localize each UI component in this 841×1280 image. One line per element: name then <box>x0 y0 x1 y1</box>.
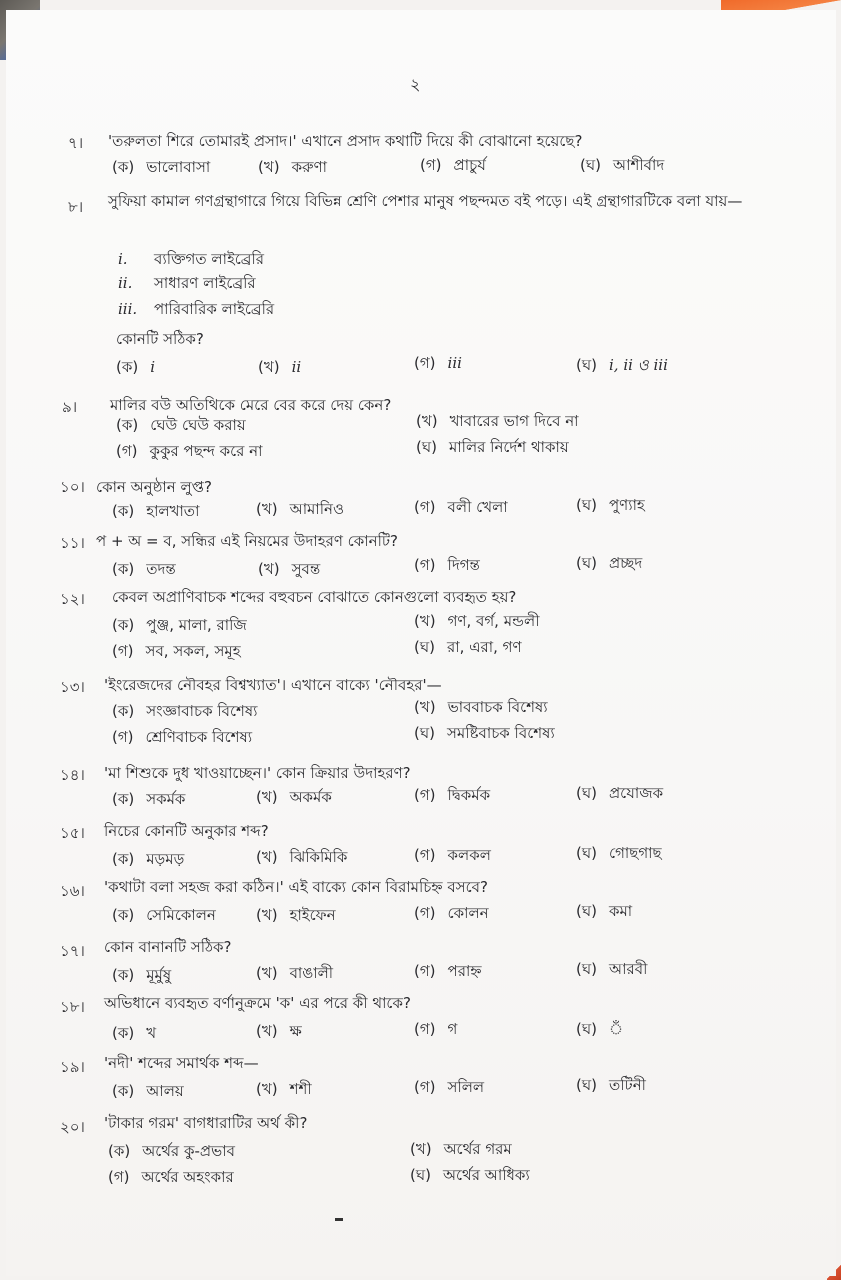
option-kha[interactable]: (খ) সুবন্ত <box>258 560 321 578</box>
question-number: ৭। <box>68 134 84 152</box>
option-ga[interactable]: (গ) দ্বিকর্মক <box>414 786 491 804</box>
option-ka[interactable]: (ক) হালখাতা <box>112 502 200 520</box>
statement-i: i. ব্যক্তিগত লাইব্রেরি <box>118 250 264 268</box>
question-number: ১৪। <box>60 766 85 784</box>
question-number: ২০। <box>60 1118 85 1136</box>
option-ga[interactable]: (গ) অর্থের অহংকার <box>108 1168 234 1186</box>
question-text: 'নদী' শব্দের সমার্থক শব্দ— <box>104 1054 259 1072</box>
option-gha[interactable]: (ঘ) মালির নির্দেশ থাকায় <box>416 438 569 456</box>
question-number: ১২। <box>60 590 85 608</box>
option-kha[interactable]: (খ) ii <box>258 358 302 376</box>
question-text: অভিধানে ব্যবহৃত বর্ণানুক্রমে 'ক' এর পরে কী থাকে? <box>104 994 411 1012</box>
option-ka[interactable]: (ক) ঘেউ ঘেউ করায় <box>116 416 246 434</box>
option-kha[interactable]: (খ) খাবারের ভাগ দিবে না <box>416 412 579 430</box>
option-ka[interactable]: (ক) তদন্ত <box>112 560 176 578</box>
option-gha[interactable]: (ঘ) ঁ <box>576 1020 624 1038</box>
option-ga[interactable]: (গ) সব, সকল, সমূহ <box>112 642 241 660</box>
option-gha[interactable]: (ঘ) সমষ্টিবাচক বিশেষ্য <box>414 724 555 742</box>
question-prompt: কোনটি সঠিক? <box>116 330 204 348</box>
question-text: নিচের কোনটি অনুকার শব্দ? <box>104 822 269 840</box>
option-ka[interactable]: (ক) সকর্মক <box>112 790 186 808</box>
statement-ii: ii. সাধারণ লাইব্রেরি <box>118 274 256 292</box>
question-number: ৯। <box>62 398 78 416</box>
question-number: ১৬। <box>60 882 85 900</box>
option-ga[interactable]: (গ) কলকল <box>414 846 491 864</box>
option-gha[interactable]: (ঘ) কমা <box>576 902 633 920</box>
question-number: ১৯। <box>60 1058 85 1076</box>
option-kha[interactable]: (খ) ভাববাচক বিশেষ্য <box>414 698 548 716</box>
option-ka[interactable]: (ক) ভালোবাসা <box>112 158 211 176</box>
option-gha[interactable]: (ঘ) প্রযোজক <box>576 784 664 802</box>
option-kha[interactable]: (খ) হাইফেন <box>256 906 336 924</box>
question-number: ১৫। <box>60 824 85 842</box>
option-ga[interactable]: (গ) কুকুর পছন্দ করে না <box>116 442 263 460</box>
option-kha[interactable]: (খ) বাঙালী <box>256 964 334 982</box>
option-gha[interactable]: (ঘ) পুণ্যাহ <box>576 496 645 514</box>
option-kha[interactable]: (খ) অর্থের গরম <box>410 1140 512 1158</box>
question-number: ১৩। <box>60 678 85 696</box>
option-kha[interactable]: (খ) ঝিকিমিকি <box>256 848 348 866</box>
option-gha[interactable]: (ঘ) গোছগাছ <box>576 844 662 862</box>
option-gha[interactable]: (ঘ) প্রচ্ছদ <box>576 554 643 572</box>
option-ka[interactable]: (ক) মূর্মুষু <box>112 966 172 984</box>
option-kha[interactable]: (খ) আমানিও <box>256 500 345 518</box>
question-number: ১১। <box>60 534 85 552</box>
question-text: কোন অনুষ্ঠান লুপ্ত? <box>96 478 212 496</box>
question-text: 'তরুলতা শিরে তোমারই প্রসাদ।' এখানে প্রসাদ কথাটি দিয়ে কী বোঝানো হয়েছে? <box>108 132 583 150</box>
question-number: ৮। <box>68 198 84 216</box>
page-number: ২ <box>410 75 421 94</box>
option-ga[interactable]: (গ) সলিল <box>414 1078 485 1096</box>
question-number: ১৭। <box>60 942 85 960</box>
option-gha[interactable]: (ঘ) অর্থের আধিক্য <box>410 1166 530 1184</box>
option-ka[interactable]: (ক) খ <box>112 1024 157 1042</box>
question-text: কোন বানানটি সঠিক? <box>104 938 232 956</box>
option-ka[interactable]: (ক) মড়মড় <box>112 850 185 868</box>
option-ga[interactable]: (গ) কোলন <box>414 904 489 922</box>
option-kha[interactable]: (খ) শশী <box>256 1080 312 1098</box>
option-gha[interactable]: (ঘ) তটিনী <box>576 1076 646 1094</box>
question-text: কেবল অপ্রাণিবাচক শব্দের বহুবচন বোঝাতে কোনগুলো ব্যবহৃত হয়? <box>112 588 517 606</box>
option-ga[interactable]: (গ) গ <box>414 1020 458 1038</box>
question-text: 'মা শিশুকে দুধ খাওয়াচ্ছেন।' কোন ক্রিয়ার উদাহরণ? <box>104 764 411 782</box>
question-text: 'ইংরেজদের নৌবহর বিশ্বখ্যাত'। এখানে বাক্যে 'নৌবহর'— <box>104 676 442 694</box>
question-text: মালির বউ অতিথিকে মেরে বের করে দেয় কেন? <box>110 396 392 414</box>
option-kha[interactable]: (খ) গণ, বর্গ, মন্ডলী <box>414 612 540 630</box>
option-ka[interactable]: (ক) আলয় <box>112 1082 184 1100</box>
question-text: 'কথাটা বলা সহজ করা কঠিন।' এই বাক্যে কোন বিরামচিহ্ন বসবে? <box>104 878 488 896</box>
option-ga[interactable]: (গ) শ্রেণিবাচক বিশেষ্য <box>112 728 253 746</box>
question-number: ১০। <box>60 478 85 496</box>
option-gha[interactable]: (ঘ) i, ii ও iii <box>576 356 668 374</box>
option-ga[interactable]: (গ) বলী খেলা <box>414 498 508 516</box>
option-kha[interactable]: (খ) অকর্মক <box>256 788 332 806</box>
question-text: প + অ = ব, সন্ধির এই নিয়মের উদাহরণ কোনটি? <box>96 532 398 550</box>
option-ga[interactable]: (গ) প্রাচুর্য <box>420 156 486 174</box>
option-gha[interactable]: (ঘ) রা, এরা, গণ <box>414 638 522 656</box>
option-ka[interactable]: (ক) অর্থের কু-প্রভাব <box>108 1142 235 1160</box>
option-ka[interactable]: (ক) i <box>116 358 156 376</box>
question-number: ১৮। <box>60 998 85 1016</box>
option-kha[interactable]: (খ) করুণা <box>258 158 327 176</box>
option-ga[interactable]: (গ) iii <box>414 354 462 372</box>
statement-iii: iii. পারিবারিক লাইব্রেরি <box>118 300 275 318</box>
option-gha[interactable]: (ঘ) আশীর্বাদ <box>580 156 665 174</box>
option-ka[interactable]: (ক) সংজ্ঞাবাচক বিশেষ্য <box>112 702 258 720</box>
option-gha[interactable]: (ঘ) আরবী <box>576 960 648 978</box>
option-kha[interactable]: (খ) ক্ষ <box>256 1022 302 1040</box>
question-text: 'টাকার গরম' বাগধারাটির অর্থ কী? <box>104 1114 308 1132</box>
option-ka[interactable]: (ক) পুঞ্জ, মালা, রাজি <box>112 616 247 634</box>
page-footer-dash <box>335 1218 343 1221</box>
option-ga[interactable]: (গ) দিগন্ত <box>414 556 480 574</box>
option-ka[interactable]: (ক) সেমিকোলন <box>112 906 216 924</box>
question-text: সুফিয়া কামাল গণগ্রন্থাগারে গিয়ে বিভিন্ন শ্রেণি পেশার মানুষ পছন্দমত বই পড়ে। এই গ্রন্থাগারটিকে বলা যায়— <box>108 192 743 210</box>
option-ga[interactable]: (গ) পরাহ্ন <box>414 962 482 980</box>
